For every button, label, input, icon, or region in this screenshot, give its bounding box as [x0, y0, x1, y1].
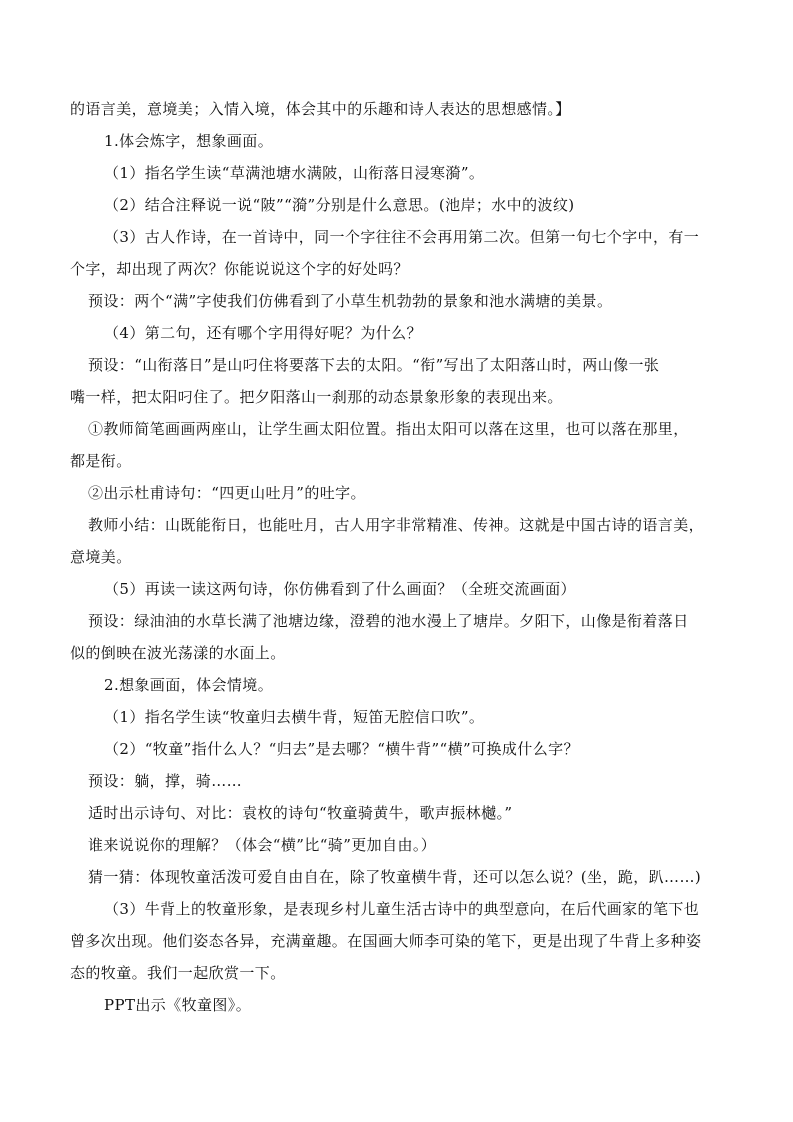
- text-line: 似的倒映在波光荡漾的水面上。: [70, 644, 286, 662]
- text-line: （3）牛背上的牧童形象，是表现乡村儿童生活古诗中的典型意向，在后代画家的笔下也: [104, 900, 700, 918]
- text-line: （1）指名学生读“草满池塘水满陂，山衔落日浸寒漪”。: [104, 164, 485, 182]
- text-line: 谁来说说你的理解？（体会“横”比“骑”更加自由。）: [88, 836, 437, 854]
- text-line: PPT出示《牧童图》。: [104, 996, 252, 1014]
- text-line: （2）“牧童”指什么人？“归去”是去哪？“横牛背”“横”可换成什么字？: [104, 740, 579, 758]
- text-line: 嘴一样，把太阳叼住了。把夕阳落山一刹那的动态景象形象的表现出来。: [70, 388, 563, 406]
- text-line: （1）指名学生读“牧童归去横牛背，短笛无腔信口吹”。: [104, 708, 485, 726]
- text-line: 态的牧童。我们一起欣赏一下。: [70, 964, 286, 982]
- text-line: 曾多次出现。他们姿态各异，充满童趣。在国画大师李可染的笔下，更是出现了牛背上多种姿: [70, 932, 702, 950]
- text-line: （4）第二句，还有哪个字用得好呢？为什么？: [104, 324, 422, 342]
- text-line: 预设：两个“满”字使我们仿佛看到了小草生机勃勃的景象和池水满塘的美景。: [88, 292, 613, 310]
- text-line: 都是衔。: [70, 452, 132, 470]
- section-heading: 1.体会炼字，想象画面。: [104, 132, 274, 150]
- text-line: （2）结合注释说一说“陂”“漪”分别是什么意思。(池岸；水中的波纹): [104, 196, 575, 214]
- text-line: 的语言美，意境美；入情入境，体会其中的乐趣和诗人表达的思想感情。】: [70, 100, 571, 118]
- section-heading: 2.想象画面，体会情境。: [104, 676, 274, 694]
- text-line: 猜一猜：体现牧童活泼可爱自由自在，除了牧童横牛背，还可以怎么说？(坐，跪，趴……): [88, 868, 702, 886]
- text-line: 预设：“山衔落日”是山叼住将要落下去的太阳。“衔”写出了太阳落山时，两山像一张: [88, 356, 660, 374]
- text-line: （5）再读一读这两句诗，你仿佛看到了什么画面？（全班交流画面）: [104, 580, 576, 598]
- text-line: 个字，却出现了两次？你能说说这个字的好处吗？: [70, 260, 409, 278]
- text-line: 适时出示诗句、对比：袁枚的诗句“牧童骑黄牛，歌声振林樾。”: [88, 804, 513, 822]
- text-line: 预设：绿油油的水草长满了池塘边缘，澄碧的池水漫上了塘岸。夕阳下，山像是衔着落日: [88, 612, 689, 630]
- text-line: 意境美。: [70, 548, 132, 566]
- text-line: ①教师简笔画画两座山，让学生画太阳位置。指出太阳可以落在这里，也可以落在那里，: [88, 420, 689, 438]
- text-line: ②出示杜甫诗句：“四更山吐月”的吐字。: [88, 484, 366, 502]
- text-line: （3）古人作诗，在一首诗中，同一个字往往不会再用第二次。但第一句七个字中，有一: [104, 228, 700, 246]
- text-line: 预设：躺，撑，骑……: [88, 772, 243, 790]
- text-line: 教师小结：山既能衔日，也能吐月，古人用字非常精准、传神。这就是中国古诗的语言美，: [88, 516, 705, 534]
